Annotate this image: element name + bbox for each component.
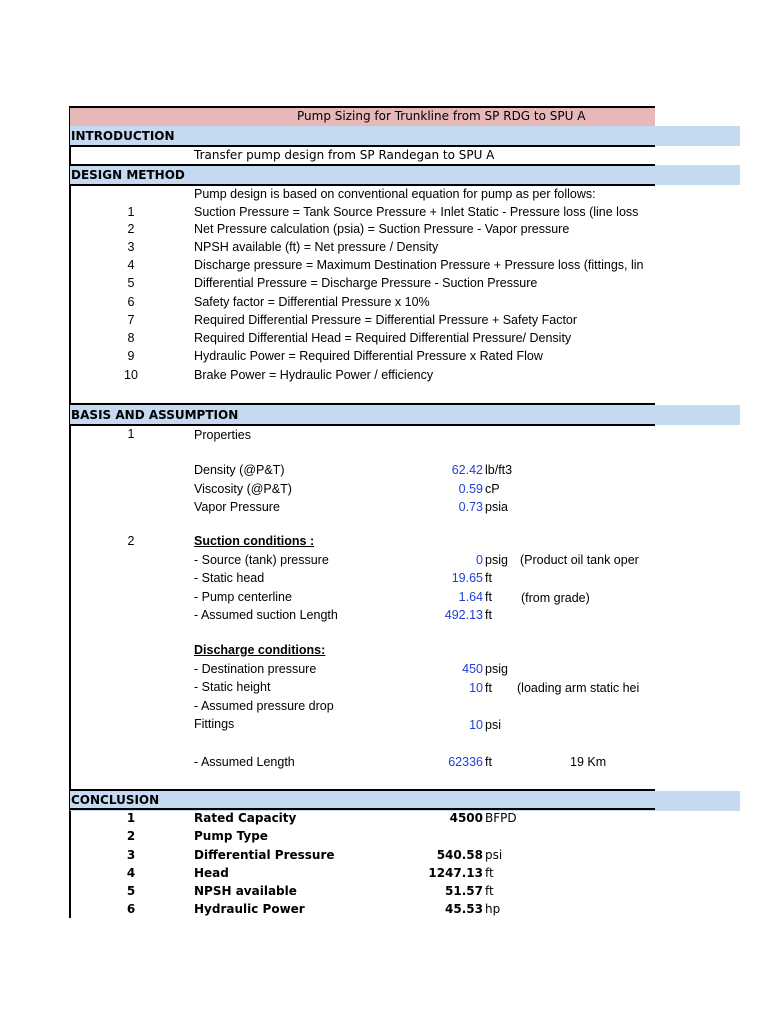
step-number: 5 [127, 276, 135, 290]
conclusion-label: NPSH available [194, 884, 297, 898]
conclusion-value: 1247.13 [428, 866, 483, 880]
conclusion-label: Head [194, 866, 229, 880]
source-pressure-label: - Source (tank) pressure [194, 553, 329, 567]
step-number: 10 [124, 368, 138, 382]
basis-item-number: 2 [127, 534, 135, 548]
destination-pressure-label: - Destination pressure [194, 662, 317, 676]
assumed-length-note: 19 Km [570, 755, 607, 769]
conclusion-label: Rated Capacity [194, 811, 297, 825]
conclusion-number: 1 [126, 811, 136, 825]
pressure-drop-label: - Assumed pressure drop [194, 699, 334, 713]
step-number: 7 [127, 313, 135, 327]
pump-centerline-note: (from grade) [521, 591, 590, 605]
discharge-heading: Discharge conditions: [194, 643, 326, 657]
conclusion-number: 4 [126, 866, 136, 880]
conclusion-unit: BFPD [485, 811, 517, 825]
properties-label: Properties [194, 428, 251, 442]
suction-length-value: 492.13 [444, 608, 483, 622]
conclusion-value: 51.57 [445, 884, 483, 898]
static-head-unit: ft [485, 571, 492, 585]
pump-centerline-value: 1.64 [458, 590, 483, 604]
fittings-value: 10 [469, 718, 483, 732]
static-height-value: 10 [469, 681, 483, 695]
conclusion-value: 4500 [449, 811, 483, 825]
suction-length-label: - Assumed suction Length [194, 608, 338, 622]
conclusion-value: 45.53 [445, 902, 483, 916]
source-pressure-note: (Product oil tank oper [520, 553, 639, 567]
step-text: Discharge pressure = Maximum Destination Pressure + Pressure loss (fittings, lin [194, 258, 644, 272]
pump-centerline-unit: ft [485, 590, 492, 604]
introduction-text: Transfer pump design from SP Randegan to SPU A [194, 148, 495, 162]
viscosity-value: 0.59 [458, 482, 483, 496]
basis-heading: BASIS AND ASSUMPTION [71, 408, 239, 422]
suction-length-unit: ft [485, 608, 492, 622]
step-number: 4 [127, 258, 135, 272]
step-text: Differential Pressure = Discharge Pressure - Suction Pressure [194, 276, 538, 290]
source-pressure-unit: psig [485, 553, 508, 567]
conclusion-number: 2 [126, 829, 136, 843]
step-text: Hydraulic Power = Required Differential Pressure x Rated Flow [194, 349, 543, 363]
viscosity-label: Viscosity (@P&T) [194, 482, 292, 496]
step-text: Required Differential Head = Required Differential Pressure/ Density [194, 331, 572, 345]
step-text: NPSH available (ft) = Net pressure / Density [194, 240, 439, 254]
conclusion-label: Differential Pressure [194, 848, 335, 862]
conclusion-label: Pump Type [194, 829, 268, 843]
destination-pressure-value: 450 [462, 662, 483, 676]
suction-heading: Suction conditions : [194, 534, 315, 548]
static-height-unit: ft [485, 681, 492, 695]
conclusion-unit: hp [485, 902, 501, 916]
vapor-pressure-label: Vapor Pressure [194, 500, 280, 514]
step-number: 9 [127, 349, 135, 363]
conclusion-number: 6 [126, 902, 136, 916]
conclusion-value: 540.58 [436, 848, 483, 862]
viscosity-unit: cP [485, 482, 500, 496]
static-height-label: - Static height [194, 680, 271, 694]
design-method-heading: DESIGN METHOD [71, 168, 185, 182]
divider [70, 403, 655, 405]
divider [70, 424, 655, 426]
step-number: 8 [127, 331, 135, 345]
assumed-length-label: - Assumed Length [194, 755, 295, 769]
introduction-heading: INTRODUCTION [71, 129, 175, 143]
step-number: 2 [127, 222, 135, 236]
static-head-label: - Static head [194, 571, 265, 585]
assumed-length-unit: ft [485, 755, 492, 769]
density-unit: lb/ft3 [485, 463, 513, 477]
conclusion-heading: CONCLUSION [71, 793, 160, 807]
step-number: 1 [127, 205, 135, 219]
density-value: 62.42 [451, 463, 483, 477]
conclusion-label: Hydraulic Power [194, 902, 305, 916]
vapor-pressure-value: 0.73 [458, 500, 483, 514]
step-number: 6 [127, 295, 135, 309]
basis-item-number: 1 [127, 427, 135, 441]
conclusion-unit: ft [485, 884, 494, 898]
step-text: Safety factor = Differential Pressure x 10% [194, 295, 430, 309]
static-height-note: (loading arm static hei [517, 681, 640, 695]
conclusion-number: 5 [126, 884, 136, 898]
fittings-label: Fittings [194, 717, 235, 731]
destination-pressure-unit: psig [485, 662, 508, 676]
conclusion-unit: psi [485, 848, 503, 862]
source-pressure-value: 0 [476, 553, 483, 567]
conclusion-unit: ft [485, 866, 494, 880]
density-label: Density (@P&T) [194, 463, 285, 477]
step-text: Net Pressure calculation (psia) = Suction Pressure - Vapor pressure [194, 222, 570, 236]
page-title: Pump Sizing for Trunkline from SP RDG to SPU A [297, 109, 586, 123]
step-text: Suction Pressure = Tank Source Pressure + Inlet Static - Pressure loss (line loss [194, 205, 639, 219]
step-text: Required Differential Pressure = Differential Pressure + Safety Factor [194, 313, 578, 327]
fittings-unit: psi [485, 718, 501, 732]
design-method-intro: Pump design is based on conventional equation for pump as per follows: [194, 187, 596, 201]
step-number: 3 [127, 240, 135, 254]
conclusion-number: 3 [126, 848, 136, 862]
step-text: Brake Power = Hydraulic Power / efficiency [194, 368, 434, 382]
divider [70, 164, 655, 166]
static-head-value: 19.65 [451, 571, 483, 585]
assumed-length-value: 62336 [448, 755, 483, 769]
divider [70, 808, 655, 810]
vapor-pressure-unit: psia [485, 500, 508, 514]
pump-centerline-label: - Pump centerline [194, 590, 292, 604]
